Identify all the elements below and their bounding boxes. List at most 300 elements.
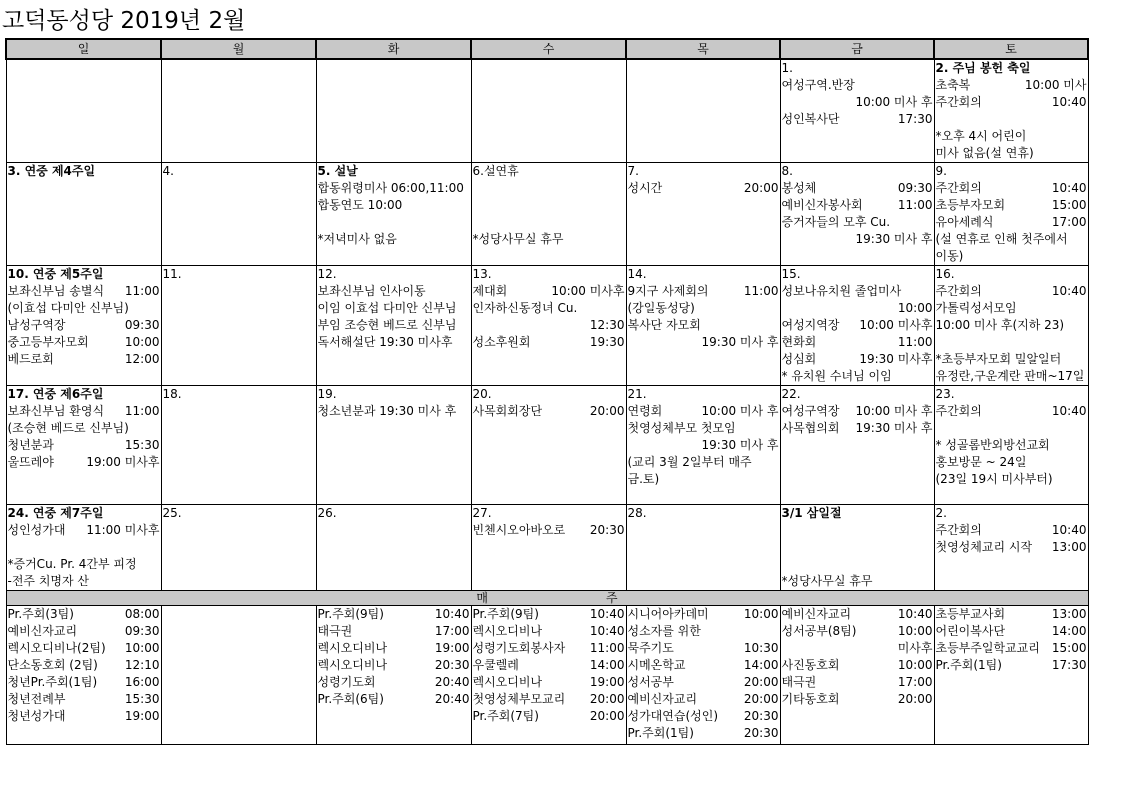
event-line (936, 640, 1087, 657)
event-name: 9지구 사제회의 (627, 284, 709, 298)
event-name: 예비신자교리 (7, 624, 78, 638)
event-line (8, 606, 160, 623)
event-line (936, 522, 1087, 539)
event-line (473, 657, 625, 674)
event-line (628, 657, 779, 674)
event-line (936, 180, 1087, 197)
event-text: 유정란,구운계란 판매~17일 (935, 369, 1085, 383)
event-line (936, 606, 1087, 623)
event-name: 초등부주일학교교리 (935, 641, 1040, 655)
date-label: 15. (781, 267, 801, 281)
event-text: 부임 조승현 베드로 신부님 (317, 318, 457, 332)
event-line (782, 674, 933, 691)
event-line (318, 657, 470, 674)
day-cell (161, 386, 316, 505)
event-time: 10:40 (589, 607, 625, 621)
blank-line (318, 214, 470, 231)
event-text: 합동위령미사 06:00,11:00 (317, 181, 464, 195)
event-time: 13:00 (1051, 607, 1087, 621)
day-cell (626, 163, 780, 266)
event-line (936, 657, 1087, 674)
weekly-schedule-cell (161, 606, 316, 745)
event-text: *증거Cu. Pr. 4간부 피정 (7, 557, 137, 571)
event-name: 주간회의 (935, 284, 982, 298)
event-line (782, 606, 933, 623)
weekday-sat: 토 (934, 39, 1088, 59)
event-line (318, 623, 470, 640)
blank-line (782, 539, 933, 556)
weekly-row (6, 606, 1088, 745)
event-line (936, 197, 1087, 214)
event-line (936, 283, 1087, 300)
date-label: 18. (162, 387, 182, 401)
event-time: 17:30 (1051, 658, 1087, 672)
event-line (936, 403, 1087, 420)
event-time: 10:30 (743, 641, 779, 655)
day-cell (161, 505, 316, 591)
event-time: 10:00 미사후 (859, 318, 933, 332)
event-line (8, 403, 160, 420)
event-time: 19:00 (434, 641, 470, 655)
event-time: 11:00 (124, 404, 160, 418)
event-time: 10:00 미사 후 (701, 404, 779, 418)
event-time: 15:00 (1051, 641, 1087, 655)
event-time: 17:00 (1051, 215, 1087, 229)
event-text: 복사단 자모회 (627, 318, 701, 332)
event-name: 사목협의회 (781, 421, 840, 435)
day-cell (780, 266, 934, 386)
day-cell (934, 505, 1088, 591)
event-line (782, 351, 933, 368)
event-text: 보좌신부님 인사이동 (317, 284, 426, 298)
event-text: 금.토) (627, 472, 660, 486)
event-line (8, 351, 160, 368)
date-label: 21. (627, 387, 647, 401)
event-name: 초축복 (935, 78, 971, 92)
date-label: 3/1 삼일절 (781, 506, 842, 520)
event-line (782, 623, 933, 640)
event-name: 초등부교사회 (935, 607, 1006, 621)
event-line (318, 606, 470, 623)
event-line (628, 725, 779, 742)
event-time: 20:30 (743, 709, 779, 723)
event-name: 빈첸시오아바오로 (472, 523, 566, 537)
event-name: 렉시오디비나 (317, 658, 388, 672)
event-name: 렉시오디비나 (317, 641, 388, 655)
event-name: 성시간 (627, 181, 663, 195)
event-time: 19:00 (124, 709, 160, 723)
event-line (318, 674, 470, 691)
date-label: 24. 연중 제7주일 (7, 506, 104, 520)
event-name: 주간회의 (935, 404, 982, 418)
event-time: 17:30 (897, 112, 933, 126)
event-line (628, 606, 779, 623)
day-cell (626, 386, 780, 505)
event-name: 성령기도회봉사자 (472, 641, 566, 655)
event-name: 렉시오디비나 (472, 624, 543, 638)
event-line (473, 403, 625, 420)
date-label: 2. 주님 봉헌 축일 (935, 61, 1031, 75)
event-text: (23일 19시 미사부터) (935, 472, 1053, 486)
day-cell (934, 163, 1088, 266)
event-time: 19:30 미사 후 (855, 421, 933, 435)
day-cell (626, 59, 780, 163)
event-name: 첫영성체교리 시작 (935, 540, 1033, 554)
event-name: 여성구역장 (781, 404, 840, 418)
event-time: 11:00 미사후 (86, 523, 160, 537)
event-name: 성서공부 (627, 675, 674, 689)
day-cell (6, 386, 161, 505)
weekly-schedule-cell (780, 606, 934, 745)
day-cell (161, 163, 316, 266)
event-time: 10:00 미사 후 (855, 404, 933, 418)
event-text: 합동연도 10:00 (317, 198, 403, 212)
blank-line (936, 111, 1087, 128)
event-line (782, 180, 933, 197)
date-label: 25. (162, 506, 182, 520)
event-time: 12:10 (124, 658, 160, 672)
event-line (782, 317, 933, 334)
event-text: 청소년분과 19:30 미사 후 (317, 404, 457, 418)
event-line (782, 691, 933, 708)
blank-line (473, 214, 625, 231)
event-line (8, 283, 160, 300)
event-line (318, 691, 470, 708)
event-name: Pr.주회(1팀) (627, 726, 694, 740)
event-name: 현화회 (781, 335, 817, 349)
date-label: 12. (317, 267, 337, 281)
event-text: (설 연휴로 인해 첫주에서 (935, 232, 1068, 246)
weekday-sun: 일 (6, 39, 161, 59)
event-time: 11:00 (124, 284, 160, 298)
event-text: 인자하신동정녀 Cu. (472, 301, 578, 315)
event-name: 태극권 (317, 624, 353, 638)
date-label: 14. (627, 267, 647, 281)
event-time: 17:00 (434, 624, 470, 638)
event-time: 10:00 (897, 658, 933, 672)
event-time: 13:00 (1051, 540, 1087, 554)
event-name: 초등부자모회 (935, 198, 1006, 212)
event-line (8, 623, 160, 640)
event-name: 청년성가대 (7, 709, 66, 723)
date-label: 17. 연중 제6주일 (7, 387, 104, 401)
event-time: 10:40 (1051, 95, 1087, 109)
event-text: 10:00 미사 후(지하 23) (935, 318, 1065, 332)
day-cell (471, 163, 626, 266)
event-time: 20:00 (589, 404, 625, 418)
event-line (628, 180, 779, 197)
day-cell (316, 266, 471, 386)
blank-line (936, 334, 1087, 351)
event-line (8, 657, 160, 674)
event-text: (조승현 베드로 신부님) (7, 421, 129, 435)
event-name: 주간회의 (935, 95, 982, 109)
event-time: 미사후 (897, 641, 933, 655)
blank-line (473, 197, 625, 214)
event-line (782, 420, 933, 437)
event-time: 11:00 (743, 284, 779, 298)
event-name: 렉시오디비나 (472, 675, 543, 689)
event-line (473, 691, 625, 708)
event-text: (강일동성당) (627, 301, 695, 315)
event-text: *오후 4시 어린이 (935, 129, 1027, 143)
event-time: 10:00 미사 후 (855, 95, 933, 109)
weekday-header-row (6, 39, 1088, 59)
blank-line (782, 522, 933, 539)
event-time: 10:40 (1051, 284, 1087, 298)
weekday-wed: 수 (471, 39, 626, 59)
day-cell (471, 386, 626, 505)
event-name: 청년분과 (7, 438, 54, 452)
event-text: *저녁미사 없음 (317, 232, 397, 246)
event-name: 예비신자봉사회 (781, 198, 863, 212)
day-cell (934, 266, 1088, 386)
event-time: 10:40 (1051, 404, 1087, 418)
event-time: 10:40 (1051, 181, 1087, 195)
event-name: 여성지역장 (781, 318, 840, 332)
event-text: * 유치원 수녀님 이임 (781, 369, 892, 383)
day-cell (780, 505, 934, 591)
event-name: 어린이복사단 (935, 624, 1006, 638)
blank-line (782, 556, 933, 573)
event-line (936, 214, 1087, 231)
event-text: (교리 3월 2일부터 매주 (627, 455, 752, 469)
day-cell (316, 163, 471, 266)
event-name: 사목회회장단 (472, 404, 543, 418)
event-name: 청년전례부 (7, 692, 66, 706)
event-line (8, 674, 160, 691)
event-text: -전주 치명자 산 (7, 574, 90, 588)
event-name: 주간회의 (935, 181, 982, 195)
event-time: 10:40 (897, 607, 933, 621)
event-time: 16:00 (124, 675, 160, 689)
event-line (473, 708, 625, 725)
event-time: 12:00 (124, 352, 160, 366)
event-line (782, 334, 933, 351)
event-name: 첫영성체부모교리 (472, 692, 566, 706)
weekly-separator (6, 591, 1088, 606)
day-cell (471, 505, 626, 591)
event-time: 20:30 (743, 726, 779, 740)
event-time: 14:00 (589, 658, 625, 672)
event-text: *성당사무실 휴무 (472, 232, 564, 246)
day-cell (780, 59, 934, 163)
event-name: 예비신자교리 (781, 607, 852, 621)
weekday-fri: 금 (780, 39, 934, 59)
event-time: 19:30 미사 후 (701, 335, 779, 349)
date-label: 10. 연중 제5주일 (7, 267, 104, 281)
date-label: 23. (935, 387, 955, 401)
event-text: 미사 없음(설 연휴) (935, 146, 1034, 160)
day-cell (471, 59, 626, 163)
event-time: 20:40 (434, 675, 470, 689)
event-line (628, 708, 779, 725)
event-time: 19:30 미사 후 (701, 438, 779, 452)
event-name: 태극권 (781, 675, 817, 689)
event-name: 중고등부자모회 (7, 335, 89, 349)
event-name: 유아세례식 (935, 215, 994, 229)
event-time: 10:00 (897, 301, 933, 315)
event-name: 사진동호회 (781, 658, 840, 672)
event-time: 20:00 (589, 692, 625, 706)
event-line (628, 640, 779, 657)
event-time: 15:00 (1051, 198, 1087, 212)
blank-line (8, 539, 160, 556)
weekly-schedule-cell (934, 606, 1088, 745)
event-time: 09:30 (897, 181, 933, 195)
date-label: 13. (472, 267, 492, 281)
event-text: 첫영성체부모 첫모임 (627, 421, 736, 435)
weekly-separator-row (6, 591, 1088, 606)
event-time: 11:00 (897, 335, 933, 349)
date-label: 7. (627, 164, 639, 178)
day-cell (316, 59, 471, 163)
date-label: 26. (317, 506, 337, 520)
day-cell (6, 163, 161, 266)
weekly-schedule-cell (316, 606, 471, 745)
event-name: Pr.주회(9팀) (317, 607, 384, 621)
event-time: 10:00 (124, 641, 160, 655)
event-time: 20:00 (589, 709, 625, 723)
event-time: 09:30 (124, 318, 160, 332)
event-time: 20:30 (589, 523, 625, 537)
event-text: *초등부자모회 밀알일터 (935, 352, 1062, 366)
event-time: 14:00 (1051, 624, 1087, 638)
date-label: 3. 연중 제4주일 (7, 164, 96, 178)
event-time: 11:00 (897, 198, 933, 212)
event-name: Pr.주회(1팀) (935, 658, 1002, 672)
event-name: 묵주기도 (627, 641, 674, 655)
event-name: 성심회 (781, 352, 817, 366)
event-text: 여성구역.반장 (781, 78, 855, 92)
event-line (936, 77, 1087, 94)
event-line (473, 522, 625, 539)
event-line (8, 454, 160, 471)
event-name: 단소동호회 (2팀) (7, 658, 98, 672)
weekday-tue: 화 (316, 39, 471, 59)
event-name: 연령회 (627, 404, 663, 418)
event-line (936, 539, 1087, 556)
event-time: 19:00 미사후 (86, 455, 160, 469)
event-time: 10:00 (124, 335, 160, 349)
event-text: 이임 이효섭 다미안 신부님 (317, 301, 457, 315)
event-line (473, 674, 625, 691)
event-line (782, 403, 933, 420)
event-name: 시니어아카데미 (627, 607, 709, 621)
event-line (628, 691, 779, 708)
date-label: 22. (781, 387, 801, 401)
event-name: Pr.주회(7팀) (472, 709, 539, 723)
event-time: 10:40 (1051, 523, 1087, 537)
blank-line (473, 180, 625, 197)
week-row (6, 386, 1088, 505)
day-cell (934, 59, 1088, 163)
event-time: 20:00 (743, 181, 779, 195)
calendar-title: 고덕동성당 2019년 2월 (2, 8, 246, 34)
event-line (8, 437, 160, 454)
event-time: 15:30 (124, 692, 160, 706)
day-cell (6, 266, 161, 386)
event-name: 성인복사단 (781, 112, 840, 126)
event-name: 남성구역장 (7, 318, 66, 332)
event-line (8, 691, 160, 708)
event-text: 증거자들의 모후 Cu. (781, 215, 891, 229)
date-label: 8. (781, 164, 793, 178)
event-line (782, 197, 933, 214)
event-name: 기타동호회 (781, 692, 840, 706)
event-line (628, 403, 779, 420)
date-label: 1. (781, 61, 793, 75)
event-time: 10:00 미사후 (551, 284, 625, 298)
event-time: 20:00 (743, 692, 779, 706)
date-label: 5. 설날 (317, 164, 358, 178)
event-time: 19:30 미사후 (859, 352, 933, 366)
event-text: 성소자를 위한 (627, 624, 701, 638)
blank-line (936, 420, 1087, 437)
day-cell (316, 505, 471, 591)
event-line (318, 640, 470, 657)
event-name: 성소후원회 (472, 335, 531, 349)
date-label: 27. (472, 506, 492, 520)
weekday-mon: 월 (161, 39, 316, 59)
date-label: 6.설연휴 (472, 164, 519, 178)
week-row (6, 59, 1088, 163)
date-label: 2. (935, 506, 947, 520)
event-name: 베드로회 (7, 352, 54, 366)
event-time: 20:00 (743, 675, 779, 689)
date-label: 19. (317, 387, 337, 401)
event-name: 우쿨렐레 (472, 658, 519, 672)
date-label: 20. (472, 387, 492, 401)
event-line (8, 640, 160, 657)
weekly-label-2: 주 (606, 591, 618, 605)
event-time: 19:30 (589, 335, 625, 349)
date-label: 16. (935, 267, 955, 281)
event-line (628, 674, 779, 691)
event-time: 10:40 (589, 624, 625, 638)
event-line (936, 94, 1087, 111)
event-time: 10:00 (897, 624, 933, 638)
event-line (473, 640, 625, 657)
event-line (473, 606, 625, 623)
event-text: 독서해설단 19:30 미사후 (317, 335, 453, 349)
weekday-thu: 목 (626, 39, 780, 59)
event-name: 보좌신부님 송별식 (7, 284, 105, 298)
event-text: *성당사무실 휴무 (781, 574, 873, 588)
event-name: 성서공부(8팀) (781, 624, 857, 638)
event-name: 시메온학교 (627, 658, 686, 672)
event-line (473, 623, 625, 640)
event-time: 20:00 (897, 692, 933, 706)
event-text: 성보나유치원 졸업미사 (781, 284, 902, 298)
event-name: 봉성체 (781, 181, 817, 195)
event-line (473, 283, 625, 300)
event-name: 예비신자교리 (627, 692, 698, 706)
event-line (782, 111, 933, 128)
event-line (8, 317, 160, 334)
calendar-table (5, 38, 1089, 745)
event-line (8, 708, 160, 725)
event-text: 홍보방문 ~ 24일 (935, 455, 1027, 469)
day-cell (161, 266, 316, 386)
weekly-schedule-cell (471, 606, 626, 745)
week-row (6, 505, 1088, 591)
date-label: 4. (162, 164, 174, 178)
event-name: 렉시오디비나(2팀) (7, 641, 106, 655)
event-text: * 성골롬반외방선교회 (935, 438, 1050, 452)
weekly-schedule-cell (626, 606, 780, 745)
event-time: 10:40 (434, 607, 470, 621)
